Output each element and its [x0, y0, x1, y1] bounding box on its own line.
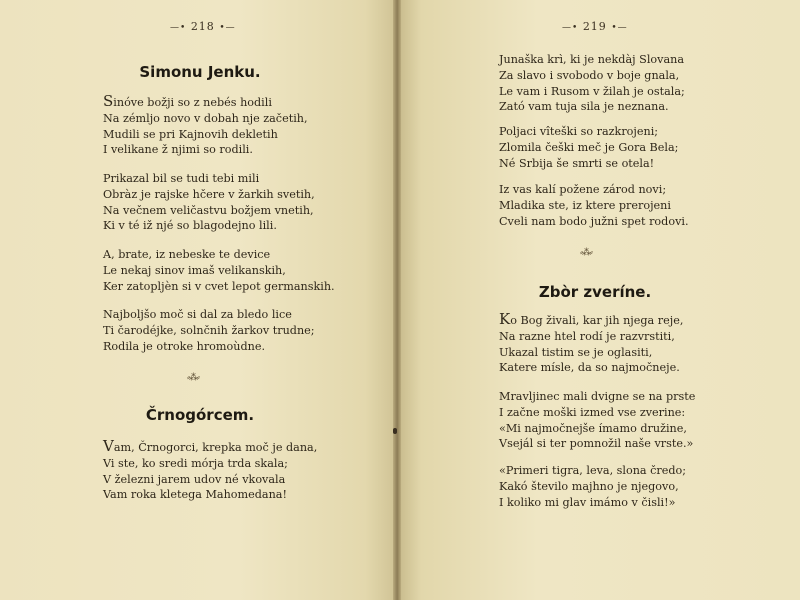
verse-line: I velikane ž njimi so rodili. — [103, 143, 253, 157]
verse-line: Iz vas kalí požene zárod novi; — [499, 183, 667, 196]
stanza — [499, 182, 689, 229]
verse-line: Ukazal tistim se je oglasiti, — [499, 345, 653, 359]
poem-title-crnogorcem: Črnogórcem. — [145, 406, 255, 424]
stanza — [499, 389, 695, 452]
stanza — [103, 92, 308, 158]
verse-line: Katere mísle, da so najmočneje. — [499, 361, 680, 375]
verse-line: Na zémljo novo v dobah nje začetih, — [103, 111, 308, 125]
stanza — [103, 171, 315, 234]
page-number-left: —• 218 •— — [170, 20, 236, 33]
verse-line: Vam roka kletega Mahomedana! — [103, 488, 287, 502]
verse-line: Le vam i Rusom v žilah je ostala; — [499, 84, 685, 98]
poem-title-zbor-zverine: Zbòr zveríne. — [538, 283, 652, 301]
verse-line: A, brate, iz nebeske te device — [103, 248, 271, 261]
verse-line: Le nekaj sinov imaš velikanskih, — [103, 263, 286, 277]
verse-line: Za slavo i svobodo v boje gnala, — [499, 68, 680, 82]
verse-line: Ko Bog živali, kar jih njega reje, — [499, 310, 684, 328]
verse-line: Junaška krì, ki je nekdàj Slovana — [499, 53, 684, 66]
drop-cap: K — [499, 310, 511, 328]
stanza — [103, 307, 315, 354]
spine-mark — [393, 428, 397, 434]
verse-line: Ki v té iž njé so blagodejno lili. — [103, 219, 277, 233]
verse-line: Ti čarodéjke, solnčnih žarkov trudne; — [103, 323, 315, 337]
verse-line: Najboljšo moč si dal za bledo lice — [103, 308, 292, 321]
stanza — [499, 124, 678, 171]
drop-cap: S — [103, 92, 114, 110]
verse-line: Né Srbija še smrti se otela! — [499, 156, 655, 170]
verse-line: Poljaci vîteški so razkrojeni; — [499, 125, 659, 138]
section-ornament: ⸗⁂⸗ — [580, 248, 592, 258]
stanza — [499, 463, 686, 510]
verse-line: Mudili se pri Kajnovih dekletih — [103, 127, 278, 141]
verse-line: I začne moški izmed vse zverine: — [499, 405, 686, 419]
page-number-right: —• 219 •— — [562, 20, 628, 33]
verse-line: Prikazal bil se tudi tebi mili — [103, 172, 260, 185]
book-gutter — [393, 0, 401, 600]
verse-line: Sinóve božji so z nebés hodili — [103, 92, 272, 110]
verse-line: Mladika ste, iz ktere prerojeni — [499, 198, 671, 212]
stanza — [499, 52, 685, 115]
verse-line: Rodila je otroke hromoùdne. — [103, 339, 266, 353]
stanza — [499, 310, 684, 376]
poem-title-simonu-jenku: Simonu Jenku. — [139, 63, 261, 81]
verse-line: Na razne htel rodí je razvrstiti, — [499, 329, 675, 343]
verse-line: Obràz je rajske hčere v žarkih svetih, — [103, 187, 315, 201]
verse-line: «Primeri tigra, leva, slona čredo; — [499, 464, 687, 477]
verse-line: Ker zatopljèn si v cvet lepot germanskih. — [103, 279, 335, 293]
verse-line: Cveli nam bodo južni spet rodovi. — [499, 214, 689, 228]
verse-line: Zató vam tuja sila je neznana. — [499, 100, 669, 114]
stanza — [103, 247, 335, 294]
verse-line: I koliko mi glav imámo v čisli!» — [499, 495, 676, 509]
verse-line: Vi ste, ko sredi mórja trda skala; — [103, 456, 288, 470]
verse-line: Vsejál si ter pomnožil naše vrste.» — [499, 437, 694, 451]
verse-line: V železni jarem udov né vkovala — [103, 472, 286, 486]
verse-line: «Mi najmočnejše ímamo družine, — [499, 421, 687, 435]
verse-line: Vam, Črnogorci, krepka moč je dana, — [103, 437, 318, 455]
verse-line: Kakó število majhno je njegovo, — [499, 479, 679, 493]
verse-line: Mravljinec mali dvigne se na prste — [499, 390, 696, 403]
verse-line: Na večnem veličastvu božjem vnetih, — [103, 203, 314, 217]
left-page — [0, 0, 397, 600]
verse-line: Zlomila češki meč je Gora Bela; — [499, 140, 679, 154]
stanza — [103, 437, 318, 503]
drop-cap: V — [103, 437, 114, 455]
section-ornament: ⸗⁂⸗ — [187, 373, 199, 383]
